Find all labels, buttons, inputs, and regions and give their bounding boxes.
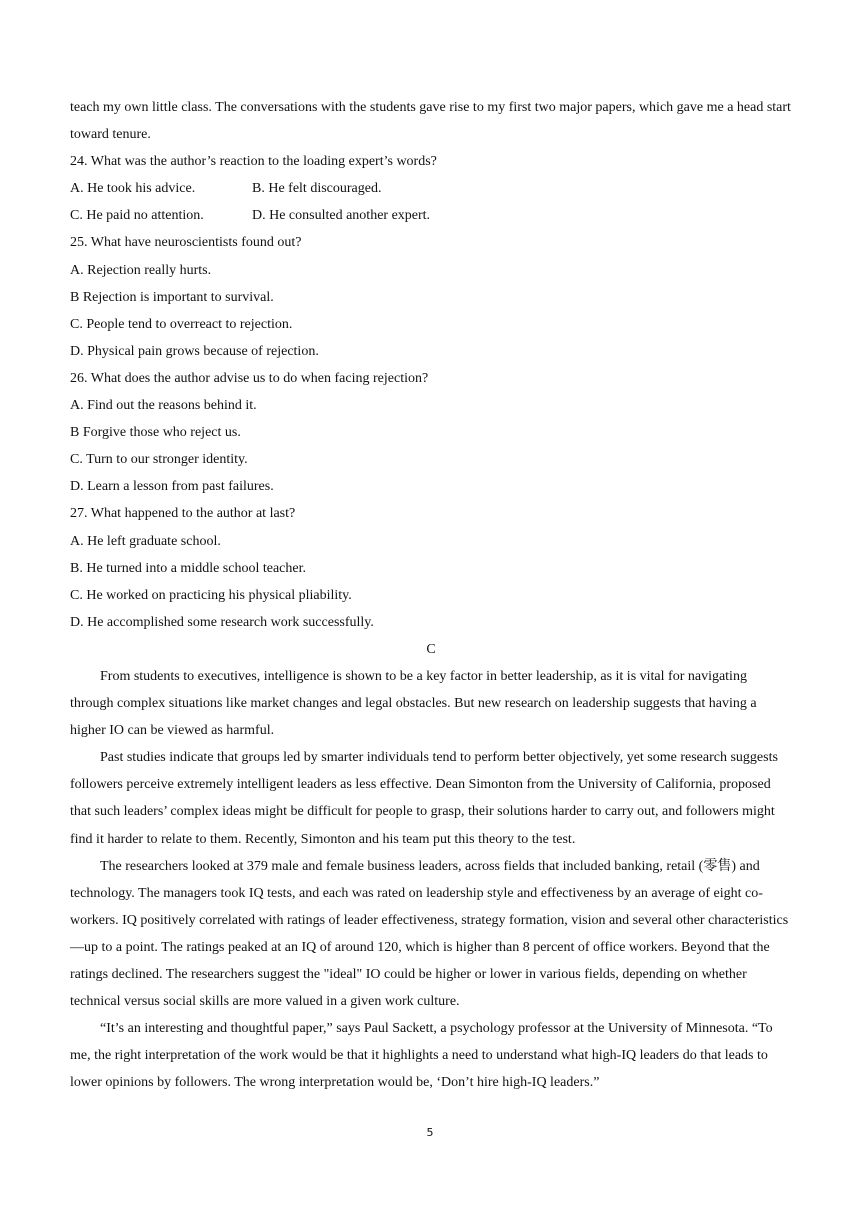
question-24-options-row-1 bbox=[70, 175, 792, 202]
q26-option-b: B Forgive those who reject us. bbox=[70, 425, 241, 441]
q26-option-c: C. Turn to our stronger identity. bbox=[70, 452, 248, 468]
q24-option-b: B. He felt discouraged. bbox=[252, 181, 382, 197]
q27-option-a: A. He left graduate school. bbox=[70, 533, 221, 549]
q24-option-a: A. He took his advice. bbox=[70, 181, 196, 197]
page-number: 5 bbox=[426, 1126, 434, 1139]
q27-option-b: B. He turned into a middle school teacher. bbox=[70, 560, 306, 576]
document-page bbox=[70, 94, 792, 1096]
question-24-options-row-2 bbox=[70, 202, 792, 229]
q25-option-a: A. Rejection really hurts. bbox=[70, 262, 212, 278]
passage-paragraph-4: “It’s an interesting and thoughtful paper,” says Paul Sackett, a psychology professor at the University of Minnesota. “To me, the right interpretation of the work would be that it highlights a need to understand what high-IQ leaders do that leads to lower opinions by followers. The wrong interpretation would be, ‘Don’t hire high-IQ leaders.” bbox=[70, 1021, 773, 1091]
q25-option-d: D. Physical pain grows because of rejection. bbox=[70, 343, 319, 359]
passage-paragraph-3: The researchers looked at 379 male and female business leaders, across fields that included banking, retail (零售) and technology. The managers took IQ tests, and each was rated on leadership style and effectiveness by an average of eight co-workers. IQ positively correlated with ratings of leader effectiveness, strategy formation, vision and several other characteristics—up to a point. The ratings peaked at an IQ of around 120, which is higher than 8 percent of office workers. Beyond that the ratings declined. The researchers suggest the "ideal" IO could be higher or lower in various fields, depending on whether technical versus social skills are more valued in a given work culture. bbox=[70, 858, 789, 1010]
question-27-stem: 27. What happened to the author at last? bbox=[70, 506, 296, 522]
question-25-stem: 25. What have neuroscientists found out? bbox=[70, 235, 302, 251]
q26-option-d: D. Learn a lesson from past failures. bbox=[70, 479, 274, 495]
intro-text: teach my own little class. The conversations with the students gave rise to my first two major papers, which gave me a head start toward tenure. bbox=[70, 100, 791, 143]
passage-paragraph-2: Past studies indicate that groups led by smarter individuals tend to perform better objectively, yet some research suggests followers perceive extremely intelligent leaders as less effective. Dean Simonton from the University of California, proposed that such leaders’ complex ideas might be difficult for people to grasp, their solutions harder to carry out, and followers might find it harder to relate to them. Recently, Simonton and his team put this theory to the test. bbox=[70, 750, 778, 847]
q27-option-c: C. He worked on practicing his physical pliability. bbox=[70, 587, 352, 603]
q27-option-d: D. He accomplished some research work successfully. bbox=[70, 614, 374, 630]
question-26-stem: 26. What does the author advise us to do when facing rejection? bbox=[70, 370, 429, 386]
q24-option-c: C. He paid no attention. bbox=[70, 208, 204, 224]
q25-option-c: C. People tend to overreact to rejection. bbox=[70, 316, 293, 332]
q26-option-a: A. Find out the reasons behind it. bbox=[70, 398, 257, 414]
section-heading: C bbox=[426, 641, 436, 657]
question-24-stem: 24. What was the author’s reaction to the loading expert’s words? bbox=[70, 154, 437, 170]
passage-paragraph-1: From students to executives, intelligence is shown to be a key factor in better leadership, as it is vital for navigating through complex situations like market changes and legal obstacles. But new research on leadership suggests that having a higher IO can be viewed as harmful. bbox=[70, 668, 757, 739]
q25-option-b: B Rejection is important to survival. bbox=[70, 289, 274, 305]
q24-option-d: D. He consulted another expert. bbox=[252, 208, 431, 224]
